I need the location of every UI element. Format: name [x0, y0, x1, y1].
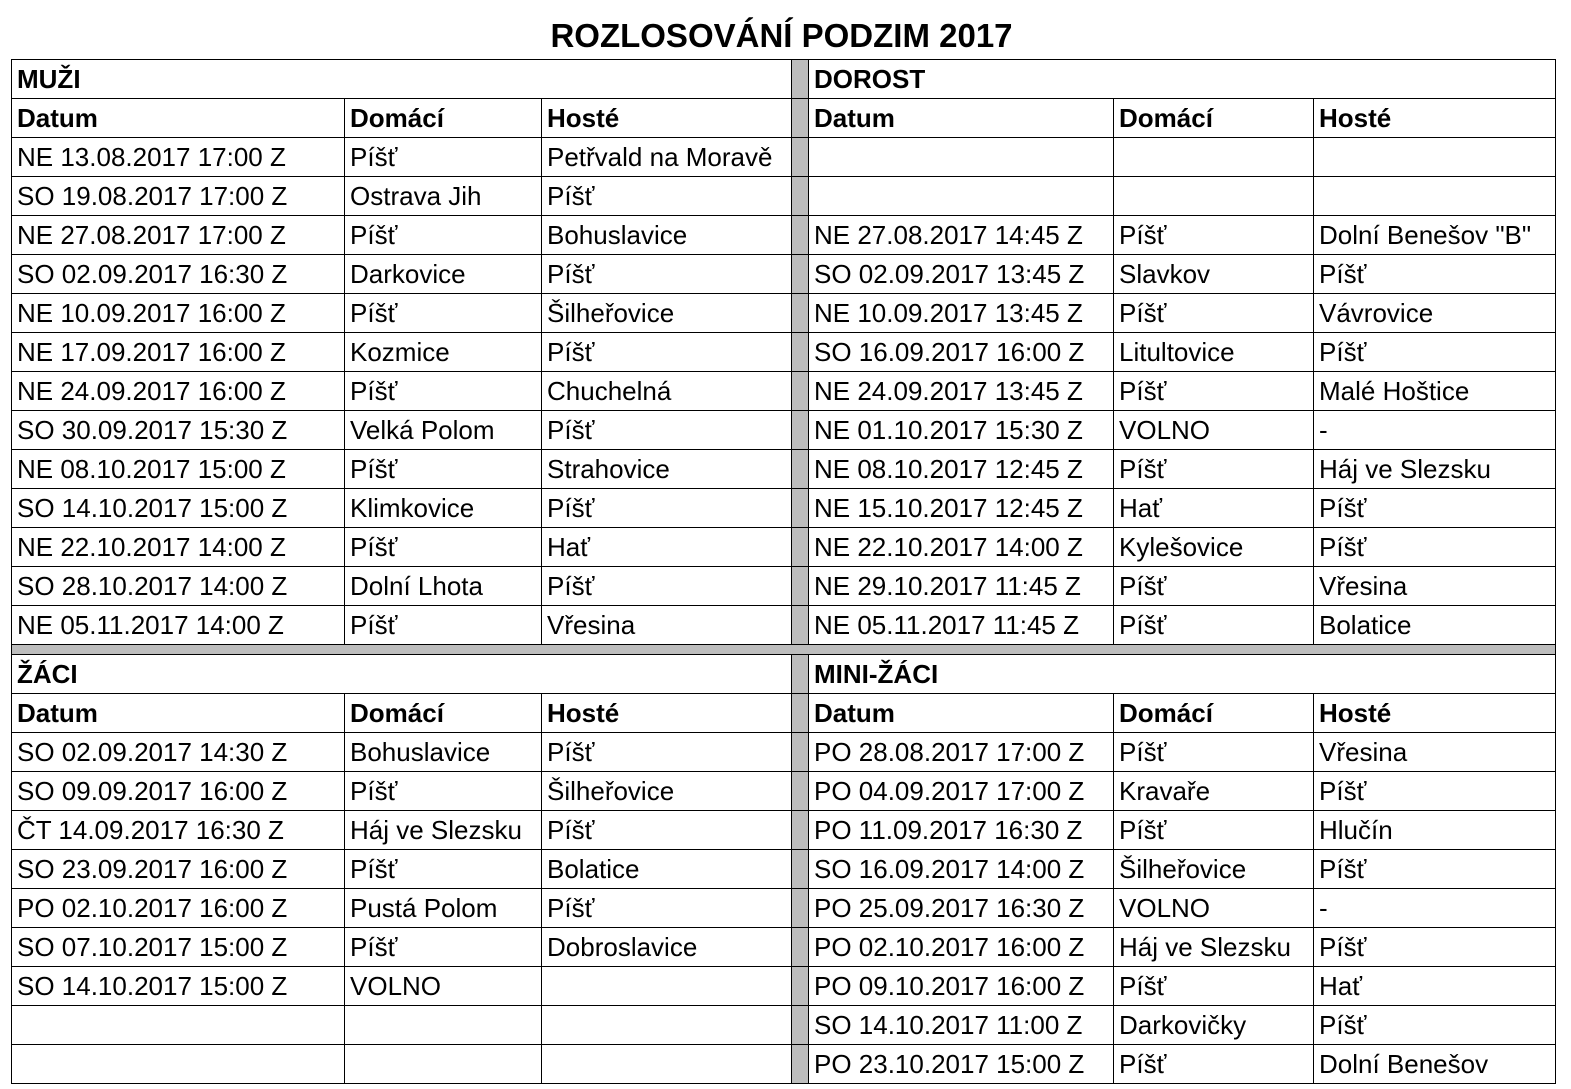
section-title-row [12, 60, 1556, 99]
column-divider [792, 928, 809, 967]
column-header-hoste: Hosté [542, 694, 792, 733]
column-divider [792, 733, 809, 772]
home-team-cell: Píšť [345, 928, 542, 967]
home-team-cell: Píšť [1114, 372, 1314, 411]
home-team-cell: Píšť [1114, 967, 1314, 1006]
date-cell: NE 17.09.2017 16:00 Z [12, 333, 345, 372]
home-team-cell: Píšť [1114, 294, 1314, 333]
section-divider [12, 645, 1556, 655]
column-divider [792, 294, 809, 333]
table-row [12, 372, 1556, 411]
date-cell: SO 23.09.2017 16:00 Z [12, 850, 345, 889]
home-team-cell: Háj ve Slezsku [345, 811, 542, 850]
away-team-cell: Píšť [1314, 772, 1556, 811]
home-team-cell: Darkovičky [1114, 1006, 1314, 1045]
home-team-cell: Píšť [1114, 733, 1314, 772]
away-team-cell: Píšť [1314, 333, 1556, 372]
table-row [12, 928, 1556, 967]
date-cell: PO 09.10.2017 16:00 Z [809, 967, 1114, 1006]
home-team-cell: Píšť [345, 294, 542, 333]
date-cell: SO 30.09.2017 15:30 Z [12, 411, 345, 450]
home-team-cell: Bohuslavice [345, 733, 542, 772]
column-divider [792, 528, 809, 567]
date-cell: PO 04.09.2017 17:00 Z [809, 772, 1114, 811]
date-cell: NE 10.09.2017 13:45 Z [809, 294, 1114, 333]
section-title-row [12, 655, 1556, 694]
home-team-cell: Píšť [345, 772, 542, 811]
date-cell: NE 22.10.2017 14:00 Z [12, 528, 345, 567]
date-cell: PO 23.10.2017 15:00 Z [809, 1045, 1114, 1084]
home-team-cell: Píšť [1114, 811, 1314, 850]
date-cell: SO 07.10.2017 15:00 Z [12, 928, 345, 967]
date-cell: NE 08.10.2017 15:00 Z [12, 450, 345, 489]
date-cell: ČT 14.09.2017 16:30 Z [12, 811, 345, 850]
date-cell: SO 02.09.2017 14:30 Z [12, 733, 345, 772]
column-header-row [12, 99, 1556, 138]
home-team-cell: Píšť [1114, 1045, 1314, 1084]
column-header-datum: Datum [809, 99, 1114, 138]
date-cell [12, 1045, 345, 1084]
table-row [12, 177, 1556, 216]
column-divider [792, 811, 809, 850]
column-header-datum: Datum [809, 694, 1114, 733]
date-cell: NE 29.10.2017 11:45 Z [809, 567, 1114, 606]
column-divider [792, 411, 809, 450]
table-row [12, 733, 1556, 772]
home-team-cell: Píšť [345, 216, 542, 255]
table-row [12, 450, 1556, 489]
away-team-cell: Píšť [1314, 928, 1556, 967]
away-team-cell: Hlučín [1314, 811, 1556, 850]
date-cell: SO 02.09.2017 16:30 Z [12, 255, 345, 294]
away-team-cell: Bohuslavice [542, 216, 792, 255]
away-team-cell: Píšť [542, 733, 792, 772]
home-team-cell: Kylešovice [1114, 528, 1314, 567]
column-header-domaci: Domácí [345, 99, 542, 138]
home-team-cell: VOLNO [1114, 889, 1314, 928]
column-divider [792, 655, 809, 694]
date-cell: SO 02.09.2017 13:45 Z [809, 255, 1114, 294]
home-team-cell: Litultovice [1114, 333, 1314, 372]
date-cell: SO 14.10.2017 15:00 Z [12, 489, 345, 528]
home-team-cell: Píšť [1114, 567, 1314, 606]
home-team-cell: Pustá Polom [345, 889, 542, 928]
table-row [12, 967, 1556, 1006]
column-divider [792, 567, 809, 606]
away-team-cell [542, 1045, 792, 1084]
away-team-cell: Píšť [542, 411, 792, 450]
date-cell [12, 1006, 345, 1045]
home-team-cell: Píšť [345, 138, 542, 177]
away-team-cell [542, 1006, 792, 1045]
column-divider [792, 606, 809, 645]
column-header-row [12, 694, 1556, 733]
table-row [12, 255, 1556, 294]
column-divider [792, 372, 809, 411]
away-team-cell: Píšť [542, 567, 792, 606]
away-team-cell: Píšť [1314, 850, 1556, 889]
home-team-cell: Píšť [1114, 606, 1314, 645]
table-row [12, 889, 1556, 928]
date-cell: SO 28.10.2017 14:00 Z [12, 567, 345, 606]
away-team-cell: Petřvald na Moravě [542, 138, 792, 177]
home-team-cell: Hať [1114, 489, 1314, 528]
column-divider [792, 138, 809, 177]
away-team-cell: Píšť [542, 489, 792, 528]
home-team-cell: Velká Polom [345, 411, 542, 450]
date-cell: NE 22.10.2017 14:00 Z [809, 528, 1114, 567]
column-header-hoste: Hosté [1314, 694, 1556, 733]
column-divider [792, 255, 809, 294]
away-team-cell: Vřesina [1314, 733, 1556, 772]
away-team-cell [542, 967, 792, 1006]
section-title: DOROST [809, 60, 1556, 99]
away-team-cell: Dolní Benešov [1314, 1045, 1556, 1084]
away-team-cell: Píšť [542, 333, 792, 372]
away-team-cell: Šilheřovice [542, 294, 792, 333]
column-header-domaci: Domácí [345, 694, 542, 733]
date-cell: SO 19.08.2017 17:00 Z [12, 177, 345, 216]
date-cell: NE 24.09.2017 13:45 Z [809, 372, 1114, 411]
table-row [12, 567, 1556, 606]
away-team-cell: Strahovice [542, 450, 792, 489]
home-team-cell: Kravaře [1114, 772, 1314, 811]
column-divider [792, 489, 809, 528]
date-cell: SO 16.09.2017 16:00 Z [809, 333, 1114, 372]
column-divider [792, 772, 809, 811]
away-team-cell: - [1314, 411, 1556, 450]
date-cell: PO 02.10.2017 16:00 Z [12, 889, 345, 928]
section-title: MINI-ŽÁCI [809, 655, 1556, 694]
table-row [12, 294, 1556, 333]
away-team-cell: Bolatice [542, 850, 792, 889]
home-team-cell: Klimkovice [345, 489, 542, 528]
home-team-cell: Píšť [1114, 216, 1314, 255]
column-header-hoste: Hosté [542, 99, 792, 138]
away-team-cell: Píšť [542, 255, 792, 294]
page-title: ROZLOSOVÁNÍ PODZIM 2017 [550, 17, 1013, 54]
away-team-cell: Dobroslavice [542, 928, 792, 967]
home-team-cell: Darkovice [345, 255, 542, 294]
column-divider [792, 333, 809, 372]
away-team-cell: Bolatice [1314, 606, 1556, 645]
table-row [12, 216, 1556, 255]
away-team-cell [1314, 177, 1556, 216]
column-header-domaci: Domácí [1114, 694, 1314, 733]
away-team-cell: Vřesina [1314, 567, 1556, 606]
date-cell: NE 13.08.2017 17:00 Z [12, 138, 345, 177]
date-cell: NE 24.09.2017 16:00 Z [12, 372, 345, 411]
table-row [12, 606, 1556, 645]
home-team-cell: VOLNO [1114, 411, 1314, 450]
away-team-cell: Hať [1314, 967, 1556, 1006]
column-header-hoste: Hosté [1314, 99, 1556, 138]
away-team-cell: Dolní Benešov "B" [1314, 216, 1556, 255]
home-team-cell: Píšť [345, 528, 542, 567]
date-cell: SO 09.09.2017 16:00 Z [12, 772, 345, 811]
away-team-cell: Háj ve Slezsku [1314, 450, 1556, 489]
table-row [12, 489, 1556, 528]
section-title: ŽÁCI [12, 655, 792, 694]
date-cell: NE 27.08.2017 14:45 Z [809, 216, 1114, 255]
column-divider [792, 1045, 809, 1084]
away-team-cell: Hať [542, 528, 792, 567]
table-row [12, 811, 1556, 850]
away-team-cell: Píšť [1314, 489, 1556, 528]
date-cell: NE 08.10.2017 12:45 Z [809, 450, 1114, 489]
table-row [12, 138, 1556, 177]
table-row [12, 333, 1556, 372]
date-cell [809, 138, 1114, 177]
date-cell: NE 05.11.2017 11:45 Z [809, 606, 1114, 645]
table-row [12, 1006, 1556, 1045]
table-row [12, 411, 1556, 450]
column-divider [792, 889, 809, 928]
column-divider [792, 850, 809, 889]
column-divider [792, 177, 809, 216]
date-cell: NE 15.10.2017 12:45 Z [809, 489, 1114, 528]
date-cell: SO 14.10.2017 15:00 Z [12, 967, 345, 1006]
column-divider [792, 450, 809, 489]
column-divider [792, 1006, 809, 1045]
column-header-datum: Datum [12, 694, 345, 733]
column-divider [792, 60, 809, 99]
away-team-cell: Malé Hoštice [1314, 372, 1556, 411]
column-divider [792, 99, 809, 138]
away-team-cell [1314, 138, 1556, 177]
away-team-cell: Píšť [542, 889, 792, 928]
home-team-cell [345, 1045, 542, 1084]
away-team-cell: Píšť [1314, 1006, 1556, 1045]
home-team-cell: Háj ve Slezsku [1114, 928, 1314, 967]
home-team-cell: Píšť [1114, 450, 1314, 489]
away-team-cell: - [1314, 889, 1556, 928]
section-divider-bar [12, 645, 1556, 655]
column-divider [792, 694, 809, 733]
home-team-cell: VOLNO [345, 967, 542, 1006]
home-team-cell: Píšť [345, 372, 542, 411]
table-row [12, 528, 1556, 567]
home-team-cell: Píšť [345, 450, 542, 489]
column-header-datum: Datum [12, 99, 345, 138]
date-cell: PO 11.09.2017 16:30 Z [809, 811, 1114, 850]
date-cell: NE 10.09.2017 16:00 Z [12, 294, 345, 333]
home-team-cell [345, 1006, 542, 1045]
home-team-cell: Píšť [345, 850, 542, 889]
date-cell: SO 14.10.2017 11:00 Z [809, 1006, 1114, 1045]
date-cell: SO 16.09.2017 14:00 Z [809, 850, 1114, 889]
away-team-cell: Šilheřovice [542, 772, 792, 811]
away-team-cell: Píšť [542, 177, 792, 216]
home-team-cell: Šilheřovice [1114, 850, 1314, 889]
date-cell: PO 25.09.2017 16:30 Z [809, 889, 1114, 928]
home-team-cell: Píšť [345, 606, 542, 645]
column-divider [792, 216, 809, 255]
section-title: MUŽI [12, 60, 792, 99]
date-cell: PO 28.08.2017 17:00 Z [809, 733, 1114, 772]
away-team-cell: Píšť [1314, 255, 1556, 294]
date-cell: NE 27.08.2017 17:00 Z [12, 216, 345, 255]
table-row [12, 772, 1556, 811]
date-cell: PO 02.10.2017 16:00 Z [809, 928, 1114, 967]
home-team-cell [1114, 138, 1314, 177]
column-divider [792, 967, 809, 1006]
away-team-cell: Vávrovice [1314, 294, 1556, 333]
date-cell [809, 177, 1114, 216]
date-cell: NE 05.11.2017 14:00 Z [12, 606, 345, 645]
table-row [12, 850, 1556, 889]
away-team-cell: Píšť [542, 811, 792, 850]
home-team-cell: Dolní Lhota [345, 567, 542, 606]
home-team-cell: Kozmice [345, 333, 542, 372]
away-team-cell: Vřesina [542, 606, 792, 645]
home-team-cell: Slavkov [1114, 255, 1314, 294]
column-header-domaci: Domácí [1114, 99, 1314, 138]
home-team-cell: Ostrava Jih [345, 177, 542, 216]
schedule-table [11, 59, 1556, 1084]
home-team-cell [1114, 177, 1314, 216]
away-team-cell: Píšť [1314, 528, 1556, 567]
table-row [12, 1045, 1556, 1084]
date-cell: NE 01.10.2017 15:30 Z [809, 411, 1114, 450]
away-team-cell: Chuchelná [542, 372, 792, 411]
schedule-body [12, 60, 1556, 1084]
